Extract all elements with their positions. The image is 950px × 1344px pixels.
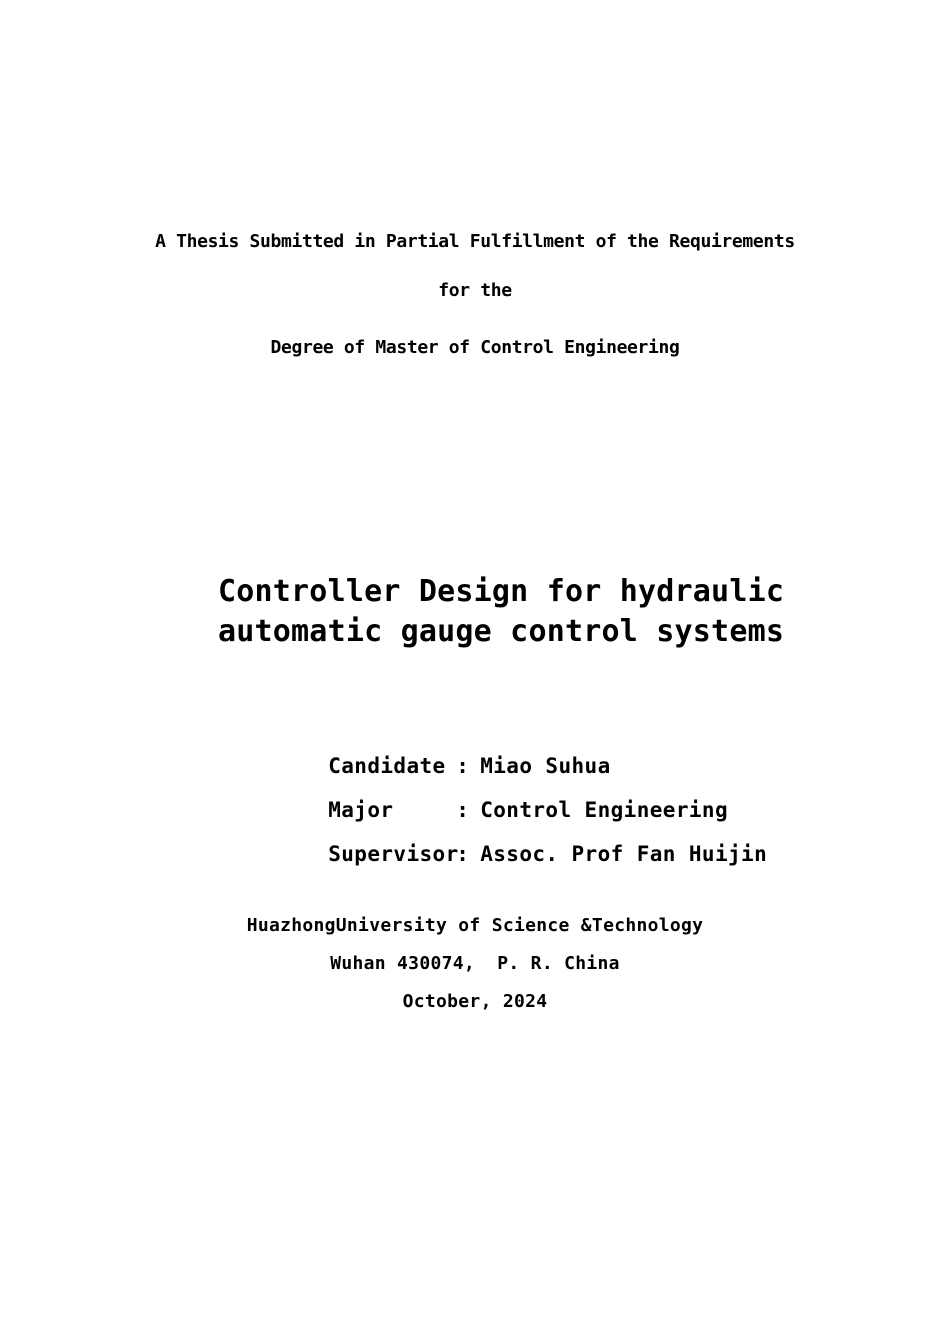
degree-statement: Degree of Master of Control Engineering bbox=[270, 337, 680, 358]
supervisor-label: Supervisor bbox=[328, 842, 459, 866]
thesis-title-line-1: Controller Design for hydraulic bbox=[218, 574, 785, 609]
major-separator: : bbox=[456, 798, 470, 822]
university-name: HuazhongUniversity of Science &Technology bbox=[246, 915, 704, 936]
supervisor-separator: : bbox=[456, 842, 470, 866]
candidate-separator: : bbox=[456, 754, 470, 778]
supervisor-row bbox=[276, 818, 767, 890]
submission-statement-line-2: for the bbox=[438, 280, 512, 301]
candidate-value: Miao Suhua bbox=[480, 754, 611, 778]
thesis-title-line-2: automatic gauge control systems bbox=[218, 614, 785, 649]
submission-statement-line-1: A Thesis Submitted in Partial Fulfillment of the Requirements bbox=[155, 231, 795, 252]
candidate-label: Candidate bbox=[328, 754, 446, 778]
supervisor-value: Assoc. Prof Fan Huijin bbox=[480, 842, 768, 866]
university-address: Wuhan 430074, P. R. China bbox=[330, 953, 620, 974]
major-value: Control Engineering bbox=[480, 798, 729, 822]
major-label: Major bbox=[328, 798, 394, 822]
submission-date: October, 2024 bbox=[402, 991, 548, 1012]
